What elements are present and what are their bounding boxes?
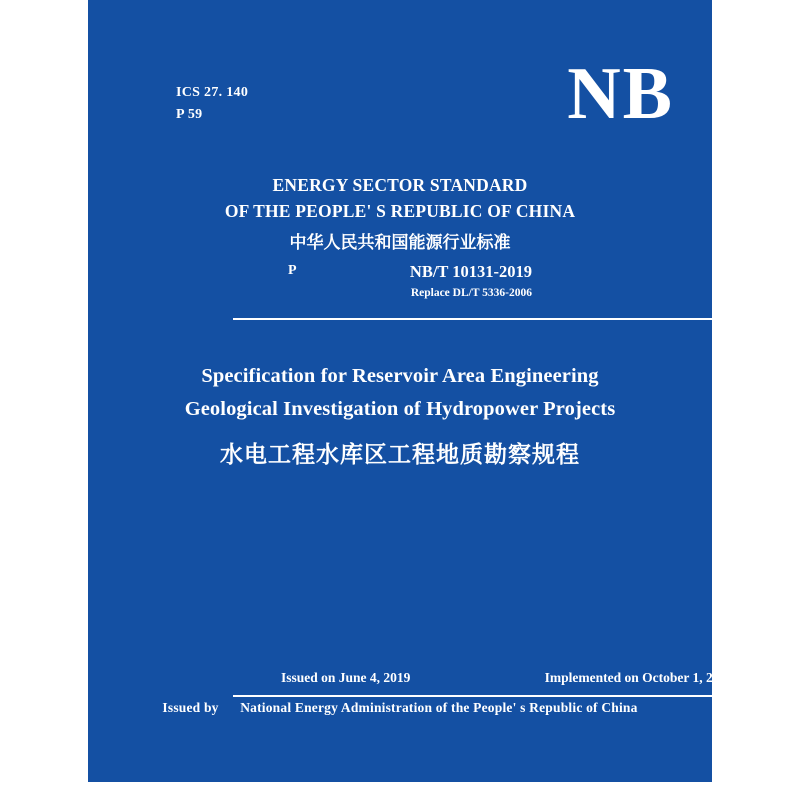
document-title [88, 360, 712, 476]
implemented-date: Implemented on October 1, 2019 [544, 670, 733, 685]
ics-block [176, 82, 248, 126]
standard-header [88, 172, 712, 258]
p-marker: P [288, 263, 297, 278]
ics-code: ICS 27. 140 [176, 85, 249, 100]
divider-top [233, 318, 745, 320]
title-english-line2: Geological Investigation of Hydropower Projects [184, 398, 616, 420]
replaces-note: Replace DL/T 5336-2006 [410, 287, 532, 299]
standard-header-line2: OF THE PEOPLE' S REPUBLIC OF CHINA [224, 201, 576, 221]
standard-cover [88, 0, 733, 782]
issued-date: Issued on June 4, 2019 [281, 670, 411, 685]
divider-bottom [233, 695, 745, 697]
issued-by-label: Issued by [162, 700, 219, 715]
issued-by-row [88, 700, 712, 716]
classification-code: P 59 [176, 107, 203, 122]
standard-header-chinese: 中华人民共和国能源行业标准 [289, 233, 511, 253]
title-chinese: 水电工程水库区工程地质勘察规程 [220, 442, 580, 468]
issuing-organization: National Energy Administration of the People' s Republic of China [240, 700, 638, 715]
standard-number: NB/T 10131-2019 [409, 262, 532, 281]
standard-header-line1: ENERGY SECTOR STANDARD [272, 175, 528, 195]
nb-logo: NB [567, 53, 674, 135]
title-english-line1: Specification for Reservoir Area Engineering [201, 365, 599, 387]
code-row [176, 263, 624, 311]
